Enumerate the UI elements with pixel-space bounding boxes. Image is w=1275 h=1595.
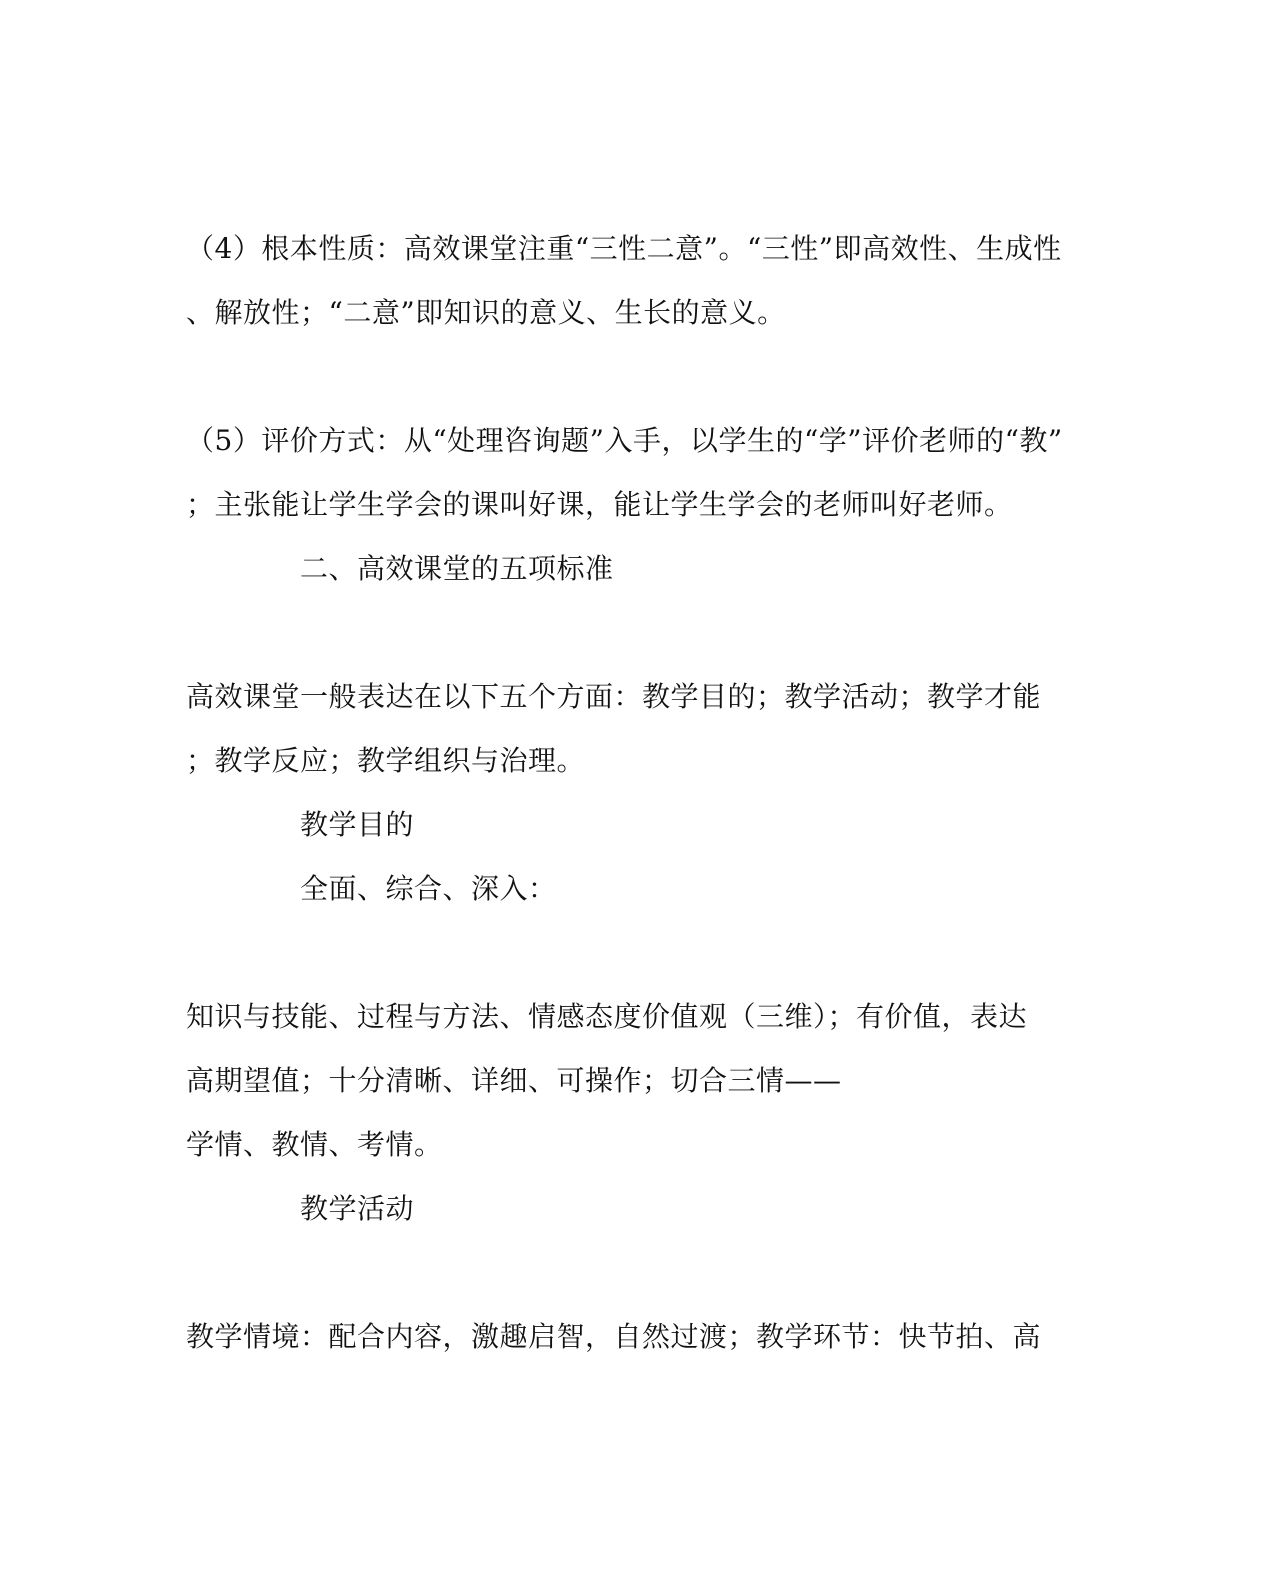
subheading-detail: 全面、综合、深入： <box>300 872 557 905</box>
paragraph-line: 高期望值；十分清晰、详细、可操作；切合三情—— <box>186 1064 842 1097</box>
paragraph-line: （5）评价方式：从“处理咨询题”入手，以学生的“学”评价老师的“教” <box>186 424 1063 457</box>
paragraph-line: 学情、教情、考情。 <box>186 1128 443 1161</box>
subheading: 教学目的 <box>300 808 415 841</box>
paragraph-line: ；主张能让学生学会的课叫好课，能让学生学会的老师叫好老师。 <box>186 488 1013 521</box>
subheading: 教学活动 <box>300 1192 415 1225</box>
section-heading: 二、高效课堂的五项标准 <box>300 552 614 585</box>
paragraph-line: 教学情境：配合内容，激趣启智，自然过渡；教学环节：快节拍、高 <box>186 1320 1042 1353</box>
paragraph-line: （4）根本性质：高效课堂注重“三性二意”。“三性”即高效性、生成性 <box>186 232 1062 265</box>
paragraph-line: 知识与技能、过程与方法、情感态度价值观（三维）；有价值，表达 <box>186 1000 1028 1033</box>
paragraph-line: ；教学反应；教学组织与治理。 <box>186 744 586 777</box>
paragraph-line: 高效课堂一般表达在以下五个方面：教学目的；教学活动；教学才能 <box>186 680 1042 713</box>
paragraph-line: 、解放性；“二意”即知识的意义、生长的意义。 <box>186 296 786 329</box>
